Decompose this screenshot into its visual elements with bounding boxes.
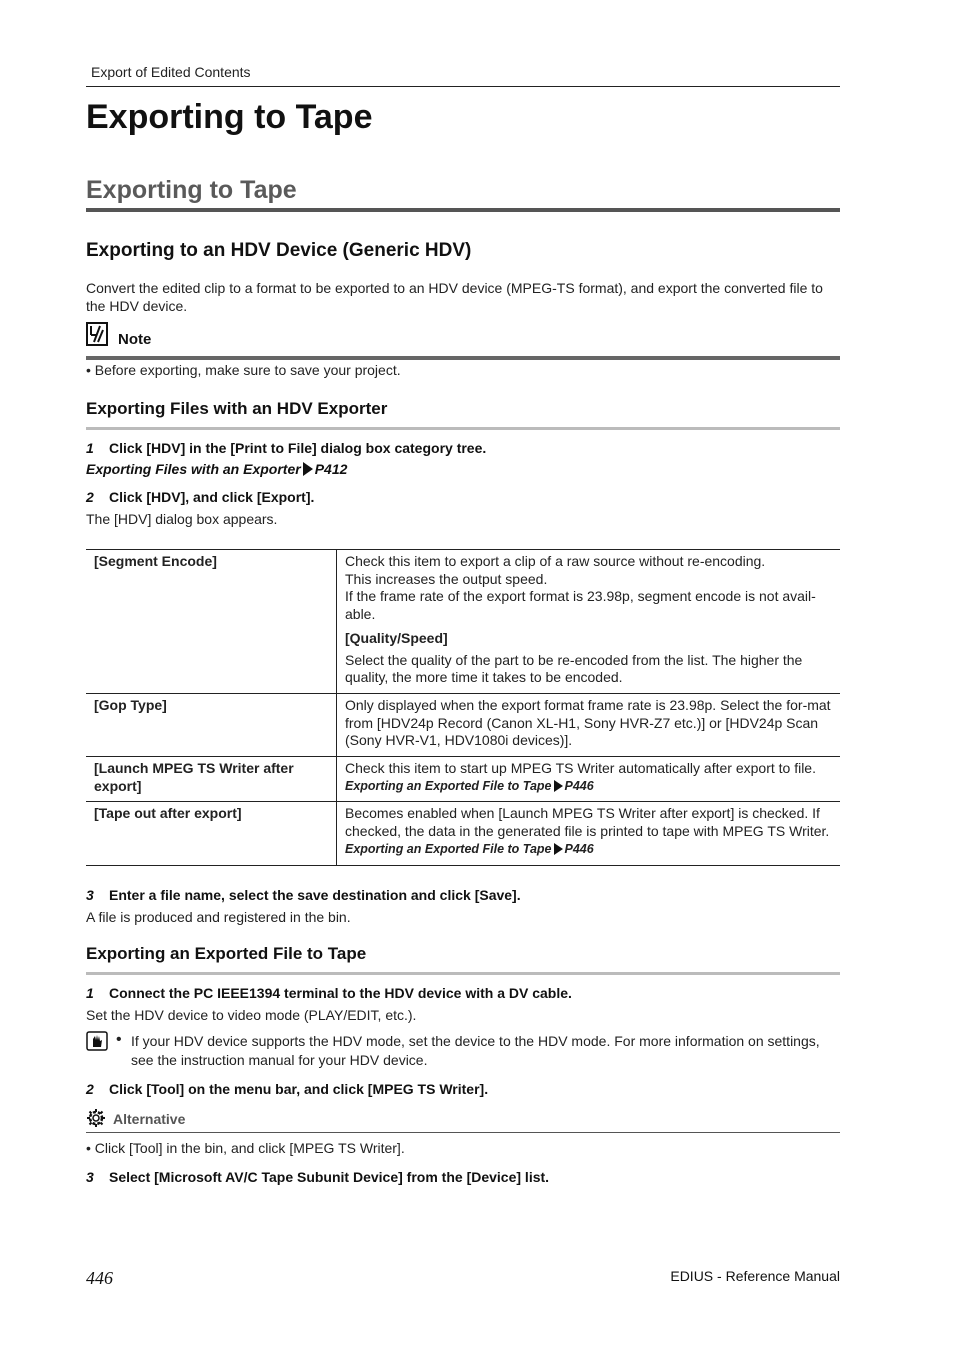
table-row	[86, 550, 840, 694]
step-text: Connect the PC IEEE1394 terminal to the HDV device with a DV cable.	[109, 985, 572, 1001]
arrow-right-icon	[554, 780, 563, 792]
hand-icon	[86, 1031, 108, 1051]
note-icon	[86, 322, 108, 346]
reference-title: Exporting an Exported File to Tape	[345, 841, 552, 856]
sub-option-description: Select the quality of the part to be re-encoded from the list. The higher the quality, the more time it takes to be encoded.	[345, 651, 803, 686]
step-text: Click [HDV] in the [Print to File] dialog box category tree.	[109, 440, 487, 456]
tape-step-1-result: Set the HDV device to video mode (PLAY/EDIT, etc.).	[86, 1007, 417, 1023]
arrow-right-icon	[554, 843, 563, 855]
bullet-icon: •	[116, 1031, 122, 1048]
exporter-heading: Exporting Files with an HDV Exporter	[86, 399, 388, 418]
hint-text	[116, 1032, 840, 1070]
step-text: Click [HDV], and click [Export].	[109, 489, 315, 505]
tape-step-3	[86, 1169, 549, 1185]
exporter-step-3	[86, 887, 521, 903]
reference-page: P446	[564, 778, 594, 793]
step-text: Select [Microsoft AV/C Tape Subunit Device] from the [Device] list.	[109, 1169, 550, 1185]
option-description	[337, 757, 841, 802]
table-row	[86, 757, 840, 802]
hdv-options-table	[86, 549, 840, 866]
exporter-step-2	[86, 489, 314, 505]
manual-title: EDIUS - Reference Manual	[670, 1268, 840, 1284]
page-number: 446	[86, 1268, 113, 1288]
page-title: Exporting to Tape	[86, 98, 373, 136]
exporter-step-1-reference[interactable]	[86, 461, 347, 477]
step-number: 3	[86, 1169, 94, 1185]
alternative-bullet: • Click [Tool] in the bin, and click [MPEG TS Writer].	[86, 1140, 405, 1156]
note-bullet: • Before exporting, make sure to save your project.	[86, 362, 401, 378]
option-name: [Tape out after export]	[86, 802, 337, 865]
table-row	[86, 802, 840, 865]
description-line: This increases the output speed.	[345, 570, 548, 587]
cross-reference[interactable]	[345, 841, 832, 859]
subsection-title: Exporting to an HDV Device (Generic HDV)	[86, 240, 472, 261]
option-name: [Segment Encode]	[86, 550, 337, 694]
note-header	[86, 322, 840, 360]
intro-paragraph: Convert the edited clip to a format to be exported to an HDV device (MPEG-TS format), and export the converted file to the HDV device.	[86, 280, 823, 314]
description-text: Check this item to start up MPEG TS Writer automatically after export to file.	[345, 760, 816, 777]
tape-heading: Exporting an Exported File to Tape	[86, 944, 367, 963]
header-rule	[86, 86, 840, 87]
tape-step-1	[86, 985, 572, 1001]
step-number: 2	[86, 489, 94, 505]
reference-title: Exporting an Exported File to Tape	[345, 778, 552, 793]
section-rule	[86, 208, 840, 212]
option-name: [Gop Type]	[86, 693, 337, 756]
step-number: 2	[86, 1081, 94, 1097]
step-text: Enter a file name, select the save destination and click [Save].	[109, 887, 521, 903]
sub-option-name: [Quality/Speed]	[345, 629, 448, 646]
alternative-label: Alternative	[113, 1111, 186, 1127]
section-title: Exporting to Tape	[86, 176, 297, 204]
arrow-right-icon	[303, 462, 313, 476]
hint-body: If your HDV device supports the HDV mode, set the device to the HDV mode. For more information on settings, see the instruction manual for your HDV device.	[131, 1033, 820, 1068]
option-description	[337, 550, 841, 694]
step-text: Click [Tool] on the menu bar, and click [MPEG TS Writer].	[109, 1081, 489, 1097]
exporter-heading-rule	[86, 427, 840, 430]
note-label: Note	[118, 331, 152, 348]
reference-page: P412	[314, 461, 348, 477]
option-description: Only displayed when the export format frame rate is 23.98p. Select the for-mat from [HDV24p Record (Canon XL-H1, Sony HVR-Z7 etc.)] or [HDV24p Scan (Sony HVR-V1, HDV1080i devices)].	[337, 693, 841, 756]
running-header: Export of Edited Contents	[91, 64, 251, 80]
reference-page: P446	[564, 841, 594, 856]
step-number: 1	[86, 440, 94, 456]
description-line: If the frame rate of the export format is 23.98p, segment encode is not avail-able.	[345, 588, 816, 623]
tape-heading-rule	[86, 972, 840, 975]
option-name: [Launch MPEG TS Writer after export]	[86, 757, 337, 802]
gear-icon	[86, 1108, 106, 1128]
cross-reference[interactable]	[345, 778, 832, 796]
exporter-step-2-result: The [HDV] dialog box appears.	[86, 511, 278, 527]
description-text: Becomes enabled when [Launch MPEG TS Writer after export] is checked. If checked, the data in the generated file is printed to tape with MPEG TS Writer.	[345, 805, 830, 840]
step-number: 3	[86, 887, 94, 903]
reference-title: Exporting Files with an Exporter	[86, 461, 301, 477]
exporter-step-1	[86, 440, 486, 456]
step-number: 1	[86, 985, 94, 1001]
description-line: Check this item to export a clip of a raw source without re-encoding.	[345, 553, 766, 569]
tape-step-2	[86, 1081, 488, 1097]
alternative-header	[86, 1106, 840, 1133]
table-row	[86, 693, 840, 756]
option-description	[337, 802, 841, 865]
exporter-step-3-result: A file is produced and registered in the bin.	[86, 909, 351, 925]
